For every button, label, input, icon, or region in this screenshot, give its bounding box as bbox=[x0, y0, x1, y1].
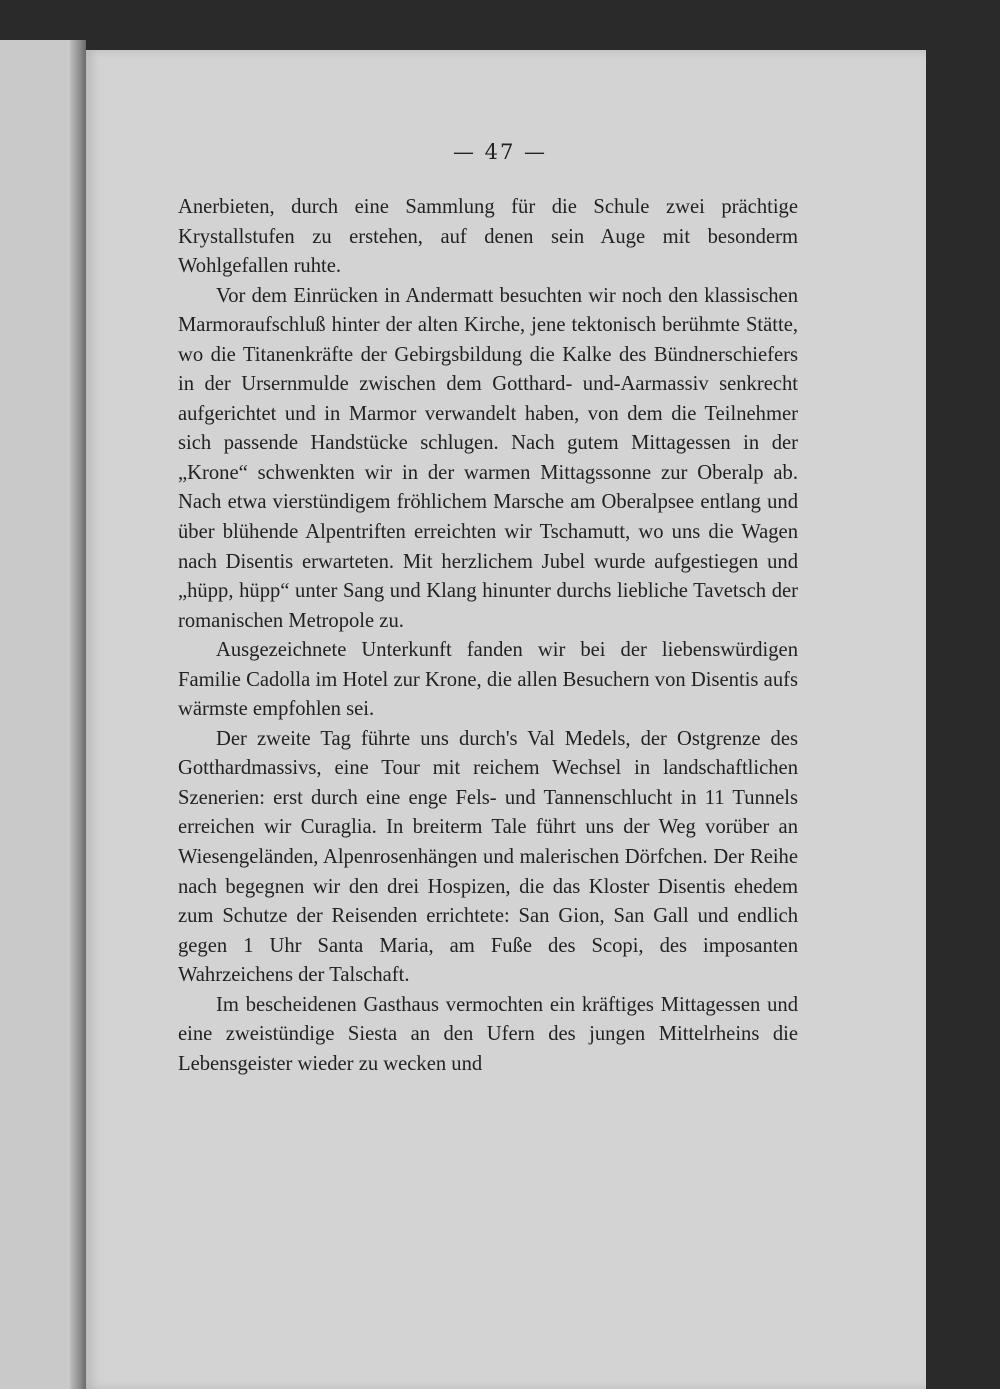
body-text bbox=[178, 193, 798, 1079]
book-gutter bbox=[70, 40, 86, 1389]
paragraph-continuation: Anerbieten, durch eine Sammlung für die Schule zwei prächtige Krystallstufen zu erstehen, auf denen sein Auge mit besonderm Wohlgefallen ruhte. bbox=[178, 196, 798, 278]
paragraph-gasthaus: Im bescheidenen Gasthaus vermochten ein kräftiges Mittagessen und eine zweistündige Siesta an den Ufern des jungen Mittelrheins die Lebensgeister wieder zu wecken und bbox=[178, 993, 798, 1075]
paragraph-andermatt: Vor dem Einrücken in Andermatt besuchten wir noch den klassischen Marmoraufschluß hinter der alten Kirche, jene tektonisch berühmte Stätte, wo die Titanenkräfte der Gebirgsbildung die Kalke des Bündnerschiefers in der Ursernmulde zwischen dem Gotthard- und-Aarmassiv senkrecht aufgerichtet und in Marmor verwandelt haben, von dem die Teilnehmer sich passende Handstücke schlugen. Nach gutem Mittagessen in der „Krone“ schwenkten wir in der warmen Mittagssonne zur Oberalp ab. Nach etwa vierstündigem fröhlichem Marsche am Oberalpsee entlang und über blühende Alpentriften erreichten wir Tschamutt, wo uns die Wagen nach Disentis erwarteten. Mit herzlichem Jubel wurde aufgestiegen und „hüpp, hüpp“ unter Sang und Klang hinunter durchs liebliche Tavetsch der romanischen Metropole zu. bbox=[178, 284, 798, 632]
paragraph-zweiter-tag: Der zweite Tag führte uns durch's Val Medels, der Ostgrenze des Gotthardmassivs, eine Tour mit reichem Wechsel in landschaftlichen Szenerien: erst durch eine enge Fels- und Tannenschlucht in 11 Tunnels erreichen wir Curaglia. In breiterm Tale führt uns der Weg vorüber an Wiesengeländen, Alpenrosenhängen und malerischen Dörfchen. Der Reihe nach begegnen wir den drei Hospizen, die das Kloster Disentis ehedem zum Schutze der Reisenden errichtete: San Gion, San Gall und endlich gegen 1 Uhr Santa Maria, am Fuße des Scopi, des imposanten Wahrzeichens der Talschaft. bbox=[178, 727, 798, 987]
page-number: — 47 — bbox=[452, 140, 548, 164]
paragraph-unterkunft: Ausgezeichnete Unterkunft fanden wir bei der liebenswürdigen Familie Cadolla im Hotel zur Krone, die allen Besuchern von Disentis aufs wärmste empfohlen sei. bbox=[178, 639, 798, 721]
